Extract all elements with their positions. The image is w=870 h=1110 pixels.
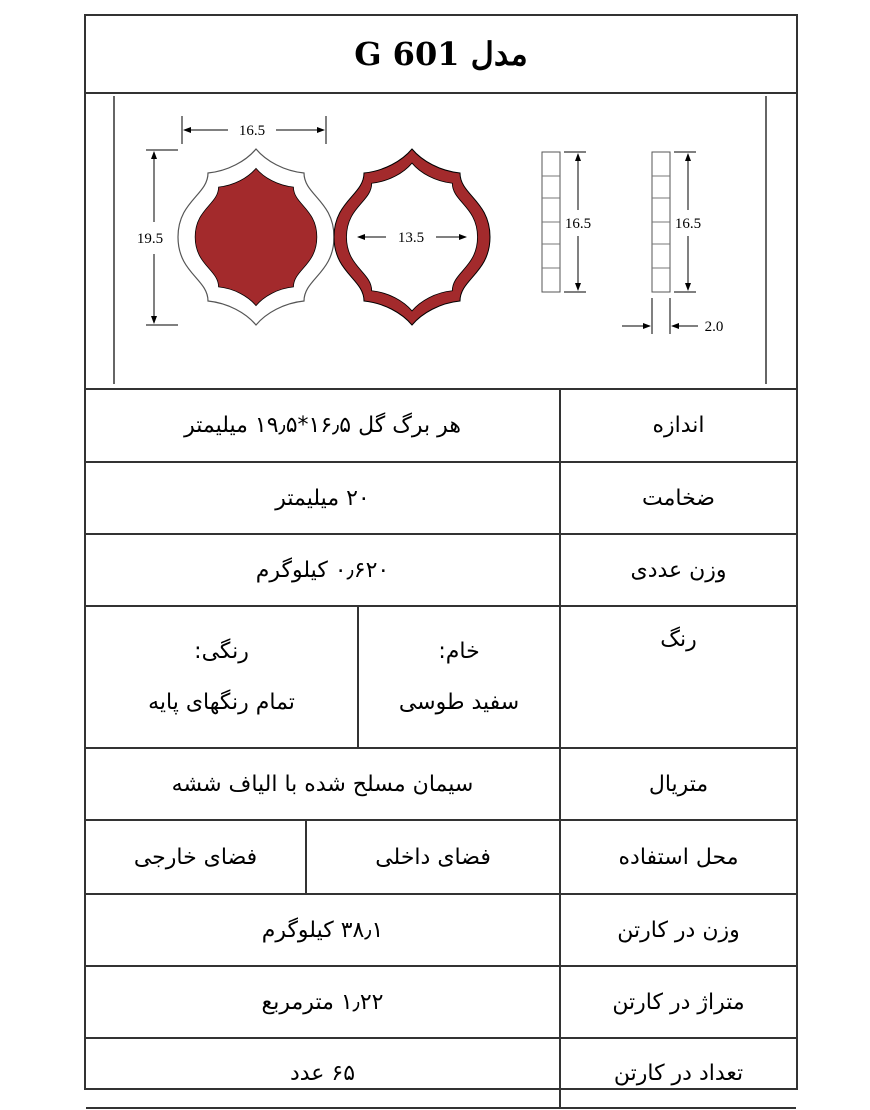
table-row [86, 390, 796, 462]
carton-area-label: متراژ در کارتن [560, 966, 796, 1038]
raw-color-cell [358, 606, 560, 748]
carton-area-value: ۱٫۲۲ مترمربع [86, 966, 560, 1038]
side-height-label-1: 16.5 [564, 216, 592, 232]
usage-outdoor: فضای خارجی [133, 844, 258, 870]
color-label: رنگ [560, 606, 796, 748]
side-height-label-2: 16.5 [674, 216, 702, 232]
thickness-value: ۲۰ میلیمتر [86, 462, 560, 534]
height-dimension-label: 19.5 [136, 231, 164, 247]
table-row [86, 462, 796, 534]
material-label: متریال [560, 748, 796, 820]
width-dimension-label: 16.5 [238, 123, 266, 139]
table-row [86, 966, 796, 1038]
usage-cells [86, 820, 560, 894]
inner-dimension-label: 13.5 [397, 230, 425, 246]
carton-count-value: ۶۵ عدد [86, 1038, 560, 1108]
material-value: سیمان مسلح شده با الیاف ششه [86, 748, 560, 820]
table-row [86, 748, 796, 820]
carton-count-label: تعداد در کارتن [560, 1038, 796, 1108]
unit-weight-label: وزن عددی [560, 534, 796, 606]
thickness-dimension-label: 2.0 [704, 319, 724, 335]
table-row [86, 1038, 796, 1108]
usage-label: محل استفاده [560, 820, 796, 894]
page-title: مدل G 601 [86, 16, 796, 94]
spec-table [86, 390, 796, 1109]
colored-title: رنگی: [194, 639, 249, 664]
raw-color-title: خام: [438, 639, 480, 664]
drawing-canvas [86, 94, 796, 388]
colored-cell [86, 606, 358, 748]
carton-weight-label: وزن در کارتن [560, 894, 796, 966]
side-view-1 [542, 152, 591, 292]
table-row [86, 894, 796, 966]
table-row [86, 534, 796, 606]
spec-sheet [84, 14, 798, 1090]
size-value: هر برگ گل ۱۶٫۵*۱۹٫۵ میلیمتر [86, 390, 560, 462]
thickness-label: ضخامت [560, 462, 796, 534]
technical-drawing [86, 94, 796, 390]
colored-value: تمام رنگهای پایه [148, 690, 295, 715]
side-view-2 [622, 152, 723, 335]
table-row [86, 820, 796, 894]
table-row [86, 606, 796, 748]
usage-indoor: فضای داخلی [305, 821, 559, 893]
carton-weight-value: ۳۸٫۱ کیلوگرم [86, 894, 560, 966]
unit-weight-value: ۰٫۶۲۰ کیلوگرم [86, 534, 560, 606]
size-label: اندازه [560, 390, 796, 462]
tile-solid-shape [178, 149, 334, 325]
raw-color-value: سفید طوسی [398, 690, 520, 715]
